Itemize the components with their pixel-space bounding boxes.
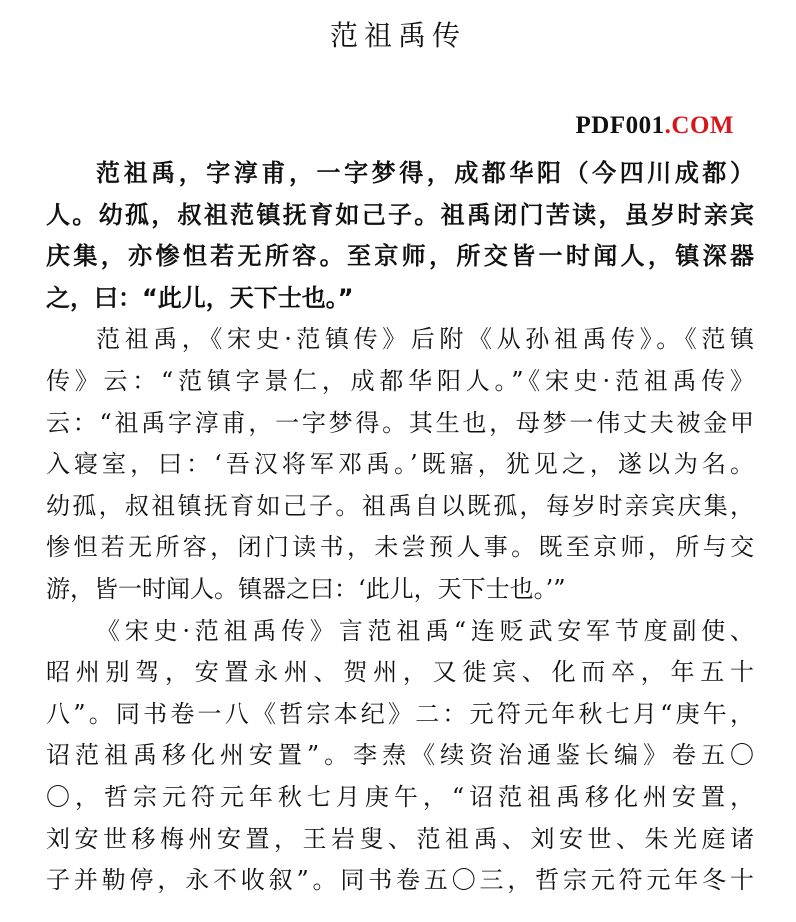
watermark-logo [576, 112, 734, 140]
text-line: 云：“祖禹字淳甫，一字梦得。其生也，母梦一伟丈夫被金甲 [46, 408, 754, 437]
text-line: 庆集，亦惨怛若无所容。至京师，所交皆一时闻人，镇深器 [46, 242, 754, 271]
text-line: 入寝室，曰：‘吾汉将军邓禹。’既寤，犹见之，遂以为名。 [46, 450, 754, 479]
text-line: 〇，哲宗元符元年秋七月庚午，“诏范祖禹移化州安置， [46, 782, 754, 811]
text-line: 传》云：“范镇字景仁，成都华阳人。”《宋史·范祖禹传》 [46, 366, 754, 395]
text-line: 诏范祖禹移化州安置”。李焘《续资治通鉴长编》卷五〇 [46, 741, 754, 770]
text-line: 八”。同书卷一八《哲宗本纪》二：元符元年秋七月“庚午， [46, 699, 754, 728]
text-line: 子并勒停，永不收叙”。同书卷五〇三，哲宗元符元年冬十 [46, 866, 754, 895]
text-line: 《宋史·范祖禹传》言范祖禹“连贬武安军节度副使、 [96, 616, 754, 645]
text-line: 刘安世移梅州安置，王岩叟、范祖禹、刘安世、朱光庭诸 [46, 824, 754, 853]
text-line: 范祖禹，字淳甫，一字梦得，成都华阳（今四川成都） [96, 159, 754, 187]
text-line: 惨怛若无所容，闭门读书，未尝预人事。既至京师，所与交 [46, 533, 754, 562]
watermark-text-part1: PDF001 [575, 112, 665, 139]
text-line: 人。幼孤，叔祖范镇抚育如己子。祖禹闭门苦读，虽岁时亲宾 [46, 200, 754, 229]
text-line: 之，曰：“此儿，天下士也。” [46, 283, 354, 312]
text-line: 幼孤，叔祖镇抚育如己子。祖禹自以既孤，每岁时亲宾庆集， [46, 491, 754, 520]
watermark-text-part2: .COM [664, 112, 734, 139]
text-line: 范祖禹，《宋史·范镇传》后附《从孙祖禹传》。《范镇 [96, 325, 754, 354]
body-text [46, 153, 754, 902]
page-title: 范祖禹传 [329, 19, 466, 52]
text-line: 昭州别驾，安置永州、贺州，又徙宾、化而卒，年五十 [46, 658, 754, 687]
text-line: 游，皆一时闻人。镇器之曰：‘此儿，天下士也。’” [46, 574, 566, 603]
